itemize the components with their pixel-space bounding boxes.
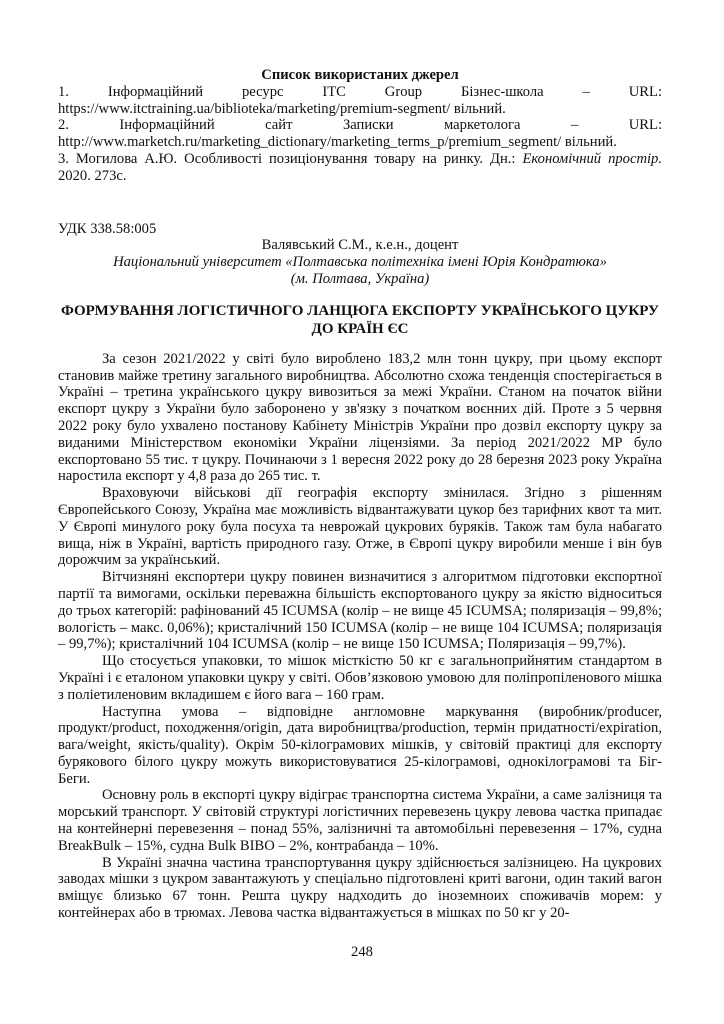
reference-2-url: http://www.marketch.ru/marketing_dictionary/marketing_terms_p/premium_segment/ [58, 134, 562, 151]
reference-1-url: https://www.itctraining.ua/biblioteka/marketing/premium-segment/ [58, 100, 451, 117]
udc-code: УДК 338.58:005 [58, 220, 157, 237]
body-paragraph-1: За сезон 2021/2022 у світі було вироблено 183,2 млн тонн цукру, при цьому експорт становив майже третину загального виробництва. Абсолютно схожа тенденція спостерігається в Україні – третина українського цукру вивозиться за межі України. Станом на початок війни експорт цукру з України було заборонено у зв'язку з початком воєнних дій. Проте з 5 червня 2022 року було ухвалено постанову Кабінету Міністрів України про дозвіл експорту цукру за виданими Міністерством економіки України ліцензіями. За період 2021/2022 МР було експортовано 55 тис. т цукру. Починаючи з 1 вересня 2022 року до 28 березня 2023 року Україна наростила експорт у 4,8 раза до 265 тис. т. [58, 350, 662, 485]
body-paragraph-5: Наступна умова – відповідне англомовне маркування (виробник/producer, продукт/product, походження/origin, дата виробництва/production, термін придатності/expiration, вага/weight, якість/quality). Окрім 50-кілограмових мішків, у світовій практиці для експорту бурякового білого цукру можуть використовуватися 25-кілограмові, однокілограмові та Біг-Беги. [58, 703, 662, 787]
body-paragraph-7: В Україні значна частина транспортування цукру здійснюється залізницею. На цукрових заводах мішки з цукром завантажують у спеціально підготовлені криті вагони, один такий вагон вміщує близько 67 тонн. Решта цукру надходить до іноземноих споживачів морем: у контейнерах або в трюмах. Левова частка відвантажується в мішках по 50 кг у 20- [58, 854, 662, 922]
references-heading: Список використаних джерел [261, 67, 459, 83]
page-number: 248 [351, 944, 373, 960]
reference-3-journal-name: Економічний простір. [522, 150, 662, 167]
reference-2-text: 2. Інформаційний сайт Записки маркетолога – URL: [58, 117, 662, 134]
reference-2-access-note: вільний. [564, 134, 617, 151]
article-affiliation: Національний університет «Полтавська політехніка імені Юрія Кондратюка» [113, 254, 607, 271]
article-title: ФОРМУВАННЯ ЛОГІСТИЧНОГО ЛАНЦЮГА ЕКСПОРТУ УКРАЇНСЬКОГО ЦУКРУ ДО КРАЇН ЄС [60, 302, 660, 337]
article-location: (м. Полтава, Україна) [290, 270, 430, 287]
reference-1-text: 1. Інформаційний ресурс ITC Group Бізнес-школа – URL: [58, 83, 662, 100]
body-paragraph-3: Вітчизняні експортери цукру повинен визначитися з алгоритмом підготовки експортної партії та вимогами, оскільки переважна більшість експортованого цукру за якістю відноситься до трьох категорій: рафінований 45 ICUMSA (колір – не вище 45 ICUMSA; поляризація – 99,8%; вологість – макс. 0,06%); кристалічний 150 ICUMSA (колір – не вище 104 ICUMSA; поляризація – 99,7%); кристалічний 104 ICUMSA (колір – не вище 150 ICUMSA; Поляризація – 99,7%). [58, 569, 662, 653]
body-paragraph-6: Основну роль в експорті цукру відіграє транспортна система України, а саме залізниця та морський транспорт. У світовій структурі логістичних перевезень цукру левова частка припадає на контейнерні перевезення – понад 55%, залізничні та автомобільні перевезення – 17%, судна BreakBulk – 15%, судна Bulk BIBO – 2%, контрабанда – 10%. [58, 787, 662, 854]
reference-3-year-pages: 2020. 273с. [58, 167, 127, 184]
page-content [58, 67, 662, 922]
reference-3-text: 3. Могилова А.Ю. Особливості позиціонування товару на ринку. Дн.: [58, 150, 516, 167]
reference-item-1 [58, 84, 662, 118]
reference-item-3 [58, 151, 662, 185]
body-paragraph-4: Що стосується упаковки, то мішок місткістю 50 кг є загальноприйнятим стандартом в Україні і є еталоном упаковки цукру у світі. Обов’язковою умовою для поліпропіленового мішка з поліетиленовим вкладишем є його вага – 160 грам. [58, 653, 662, 703]
reference-item-2 [58, 117, 662, 151]
article-body [58, 351, 662, 922]
reference-1-access-note: вільний. [453, 100, 506, 117]
body-paragraph-2: Враховуючи військові дії географія експорту змінилася. Згідно з рішенням Європейського Союзу, Україна має можливість відвантажувати цукор без тарифних квот та мит. У Європі минулого року була посуха та неврожай цукрових буряків. Також там була набагато вища, ніж в Україні, вартість природного газу. Отже, в Європі цукру виробили менше і він був дорожчим за український. [58, 485, 662, 569]
article-author: Валявський С.М., к.е.н., доцент [261, 237, 459, 254]
